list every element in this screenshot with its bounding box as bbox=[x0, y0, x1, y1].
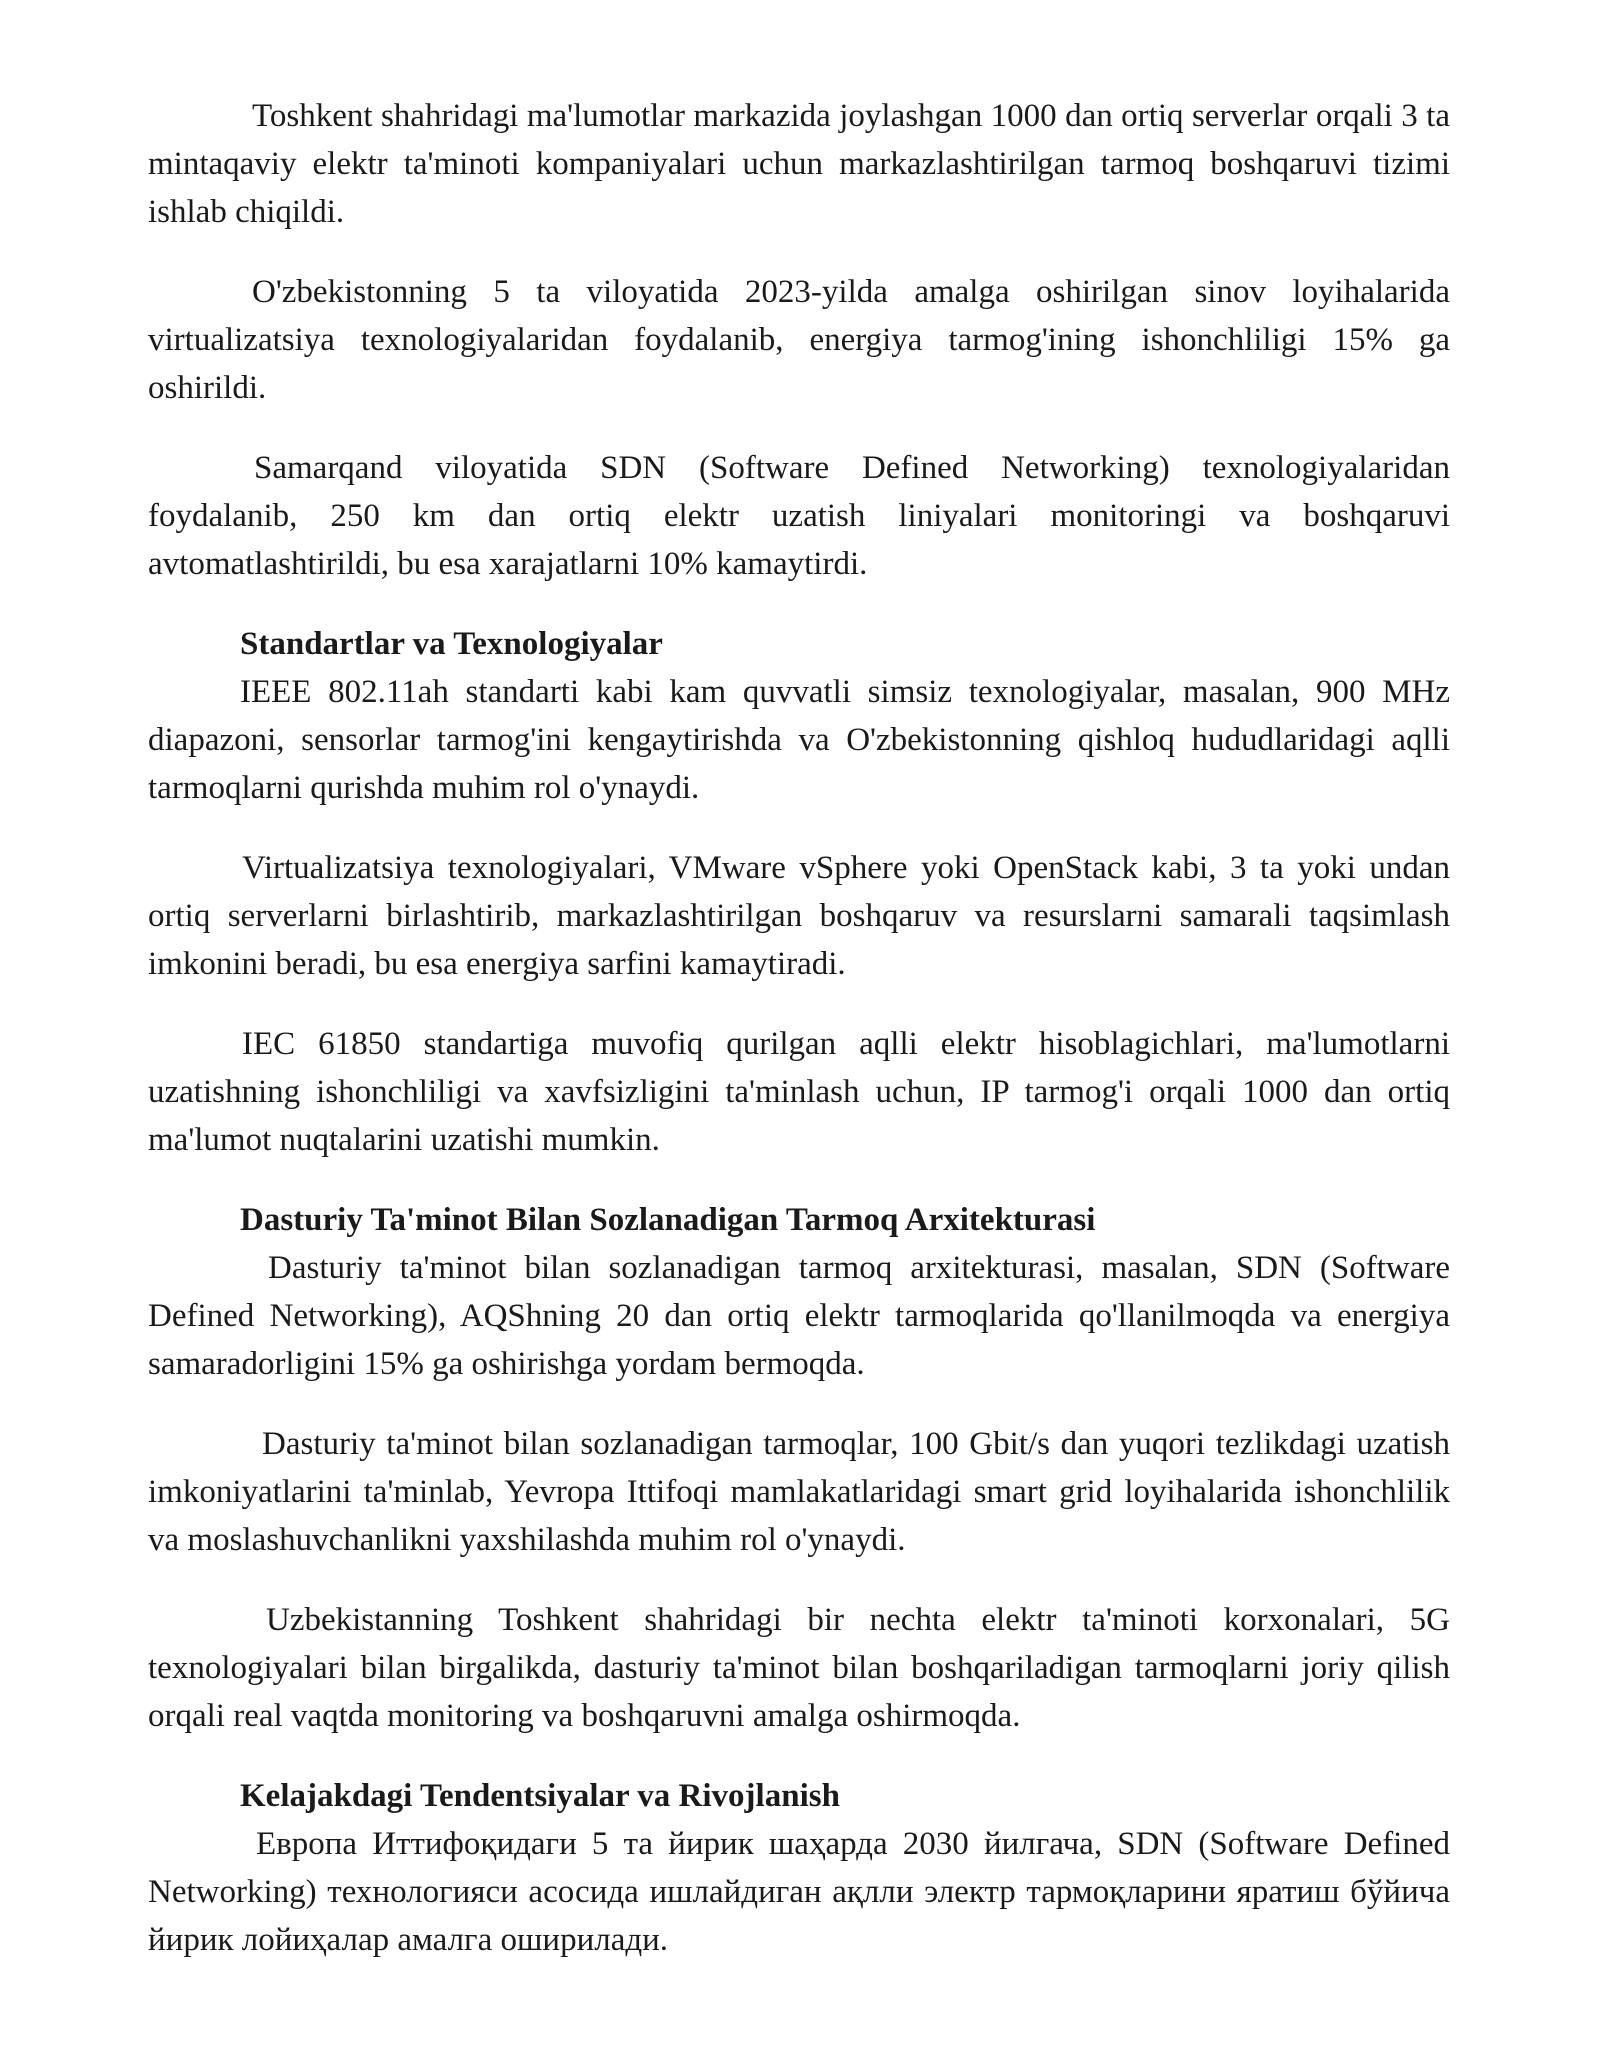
paragraph-iec-61850: IEC 61850 standartiga muvofiq qurilgan aqlli elektr hisoblagichlari, ma'lumotlarni uzatishning ishonchliligi va xavfsizligini ta'minlash uchun, IP tarmog'i orqali 1000 dan ortiq ma'lumot nuqtalarini uzatishi mumkin. bbox=[148, 1026, 1450, 1158]
paragraph-virtualization: Virtualizatsiya texnologiyalari, VMware vSphere yoki OpenStack kabi, 3 ta yoki undan ortiq serverlarni birlashtirib, markazlashtirilgan boshqaruv va resurslarni samarali taqsimlash imkonini beradi, bu esa energiya sarfini kamaytiradi. bbox=[148, 850, 1450, 982]
section-heading-standards: Standartlar va Texnologiyalar bbox=[240, 626, 663, 662]
section-heading-sdn-architecture: Dasturiy Ta'minot Bilan Sozlanadigan Tarmoq Arxitekturasi bbox=[240, 1202, 1096, 1238]
section-heading-future-trends: Kelajakdagi Tendentsiyalar va Rivojlanish bbox=[240, 1778, 840, 1814]
paragraph-samarkand-sdn: Samarqand viloyatida SDN (Software Defined Networking) texnologiyalaridan foydalanib, 250 km dan ortiq elektr uzatish liniyalari monitoringi va boshqaruvi avtomatlashtirildi, bu esa xarajatlarni 10% kamaytirdi. bbox=[148, 450, 1450, 582]
document-page bbox=[148, 92, 1450, 1964]
paragraph-uzbekistan-pilot-projects: O'zbekistonning 5 ta viloyatida 2023-yilda amalga oshirilgan sinov loyihalarida virtualizatsiya texnologiyalaridan foydalanib, energiya tarmog'ining ishonchliligi 15% ga oshirildi. bbox=[148, 274, 1450, 406]
paragraph-tashkent-5g: Uzbekistanning Toshkent shahridagi bir nechta elektr ta'minoti korxonalari, 5G texnologiyalari bilan birgalikda, dasturiy ta'minot bilan boshqariladigan tarmoqlarni joriy qilish orqali real vaqtda monitoring va boshqaruvni amalga oshirmoqda. bbox=[148, 1602, 1450, 1734]
paragraph-ieee-80211ah: IEEE 802.11ah standarti kabi kam quvvatli simsiz texnologiyalar, masalan, 900 MHz diapazoni, sensorlar tarmog'ini kengaytirishda va O'zbekistonning qishloq hududlaridagi aqlli tarmoqlarni qurishda muhim rol o'ynaydi. bbox=[148, 674, 1450, 806]
paragraph-sdn-usa: Dasturiy ta'minot bilan sozlanadigan tarmoq arxitekturasi, masalan, SDN (Software Defined Networking), AQShning 20 dan ortiq elektr tarmoqlarida qo'llanilmoqda va energiya samaradorligini 15% ga oshirishga yordam bermoqda. bbox=[148, 1250, 1450, 1382]
paragraph-sdn-eu: Dasturiy ta'minot bilan sozlanadigan tarmoqlar, 100 Gbit/s dan yuqori tezlikdagi uzatish imkoniyatlarini ta'minlab, Yevropa Ittifoqi mamlakatlaridagi smart grid loyihalarida ishonchlilik va moslashuvchanlikni yaxshilashda muhim rol o'ynaydi. bbox=[148, 1426, 1450, 1558]
paragraph-europe-2030: Европа Иттифоқидаги 5 та йирик шаҳарда 2030 йилгача, SDN (Software Defined Networking) технологияси асосида ишлайдиган ақлли электр тармоқларини яратиш бўйича йирик лойиҳалар амалга оширилади. bbox=[148, 1826, 1450, 1958]
paragraph-tashkent-data-center: Toshkent shahridagi ma'lumotlar markazida joylashgan 1000 dan ortiq serverlar orqali 3 ta mintaqaviy elektr ta'minoti kompaniyalari uchun markazlashtirilgan tarmoq boshqaruvi tizimi ishlab chiqildi. bbox=[148, 98, 1450, 230]
